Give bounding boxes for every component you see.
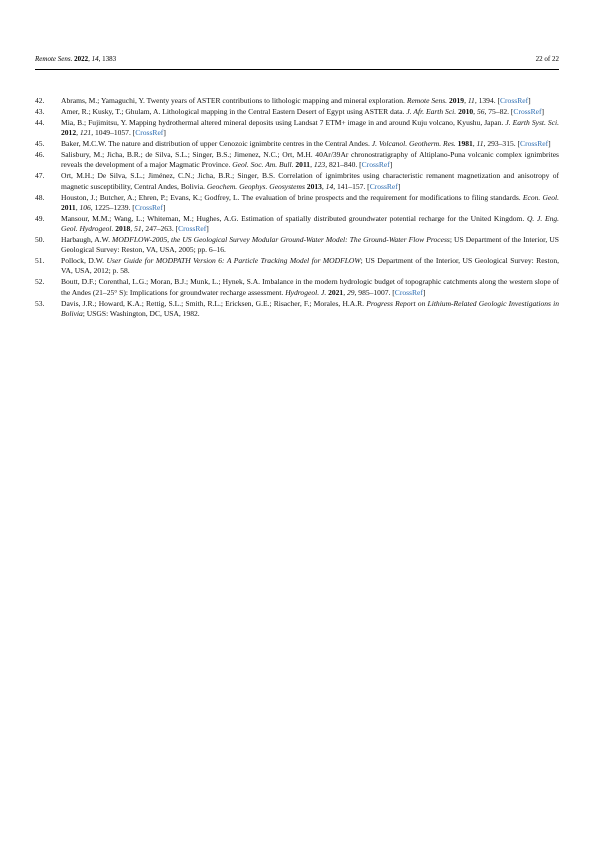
reference-fragment: Salisbury, M.; Jicha, B.R.; de Silva, S.L.; Singer, B.S.; Jimenez, N.C.; Ort, M.H. 40Ar/39Ar chronostratigraphy of Altiplano-Puna volcanic complex ignimbrites reveals the development of a major Magmatic Province. (61, 150, 559, 170)
reference-number: 53. (35, 298, 45, 308)
reference-item (35, 96, 559, 106)
reference-fragment: , 1394. [ (474, 96, 500, 105)
reference-year: 1981 (457, 139, 473, 149)
reference-italic: MODFLOW-2005, the US Geological Survey Modular Ground-Water Model: The Ground-Water Flow Process (112, 235, 450, 245)
journal-citation: Remote Sens. 2022, 14, 1383 (35, 55, 117, 63)
journal-volume: 14 (91, 55, 99, 63)
reference-number: 46. (35, 150, 45, 160)
reference-fragment: Ort, M.H.; De Silva, S.L.; Jiménez, C.N.; Jicha, B.R.; Singer, B.S. Correlation of ignimbrites using characteristic remanent magnetization and anisotropy of magnetic susceptibility, Central Andes, Bolivia. (61, 171, 559, 191)
journal-name: Remote Sens. (35, 55, 73, 63)
reference-italic: 29 (346, 287, 355, 297)
reference-fragment: ] (541, 107, 545, 116)
reference-fragment: ] (206, 224, 209, 234)
reference-fragment: ; US Department of the Interior, US Geological Survey: Reston, VA, USA, 2012; p. 58. (61, 256, 560, 276)
crossref-link[interactable]: CrossRef (134, 202, 163, 212)
reference-italic: 56 (476, 107, 485, 116)
reference-item (35, 118, 559, 138)
reference-fragment: , (76, 128, 80, 138)
reference-item (35, 235, 559, 255)
reference-fragment: , 247–263. [ (141, 224, 179, 234)
reference-italic: Geol. Soc. Am. Bull. (232, 160, 294, 170)
reference-number: 47. (35, 171, 45, 181)
reference-italic: J. Afr. Earth Sci. (406, 107, 457, 116)
reference-number: 51. (35, 256, 45, 266)
reference-year: 2011 (295, 160, 311, 170)
reference-list (35, 96, 559, 320)
journal-article: , 1383 (98, 55, 117, 63)
reference-item (35, 171, 559, 191)
reference-fragment: Pollock, D.W. (61, 256, 107, 266)
reference-italic: 123 (313, 160, 326, 170)
reference-number: 42. (35, 96, 45, 105)
reference-italic: J. Earth Syst. Sci. (505, 118, 559, 127)
reference-fragment: , (75, 202, 80, 212)
reference-item (35, 214, 559, 234)
reference-italic: Econ. Geol. (522, 192, 560, 202)
reference-text (61, 96, 559, 106)
crossref-link[interactable]: CrossRef (500, 96, 529, 105)
reference-fragment: , 75–82. [ (484, 107, 514, 116)
reference-fragment: , 821–840. [ (325, 160, 362, 170)
reference-number: 49. (35, 213, 45, 223)
reference-text (61, 171, 559, 191)
reference-text (61, 214, 559, 234)
reference-item (35, 277, 559, 297)
reference-fragment: ] (389, 160, 393, 170)
reference-italic: Q. J. Eng. Geol. Hydrogeol. (61, 213, 559, 234)
reference-fragment: ] (163, 128, 166, 138)
reference-fragment: , (464, 96, 468, 105)
reference-year: 2012 (61, 128, 77, 138)
reference-item (35, 107, 559, 117)
reference-fragment: , 1225–1239. [ (90, 202, 135, 212)
reference-italic: Progress Report on Lithium-Related Geologic Investigations in Bolivia (61, 298, 559, 318)
reference-fragment: Amer, R.; Kusky, T.; Ghulam, A. Lithological mapping in the Central Eastern Desert of Egypt using ASTER data. (61, 107, 407, 116)
reference-text (61, 299, 559, 319)
reference-year: 2013 (306, 181, 322, 191)
crossref-link[interactable]: CrossRef (520, 139, 549, 149)
reference-number: 45. (35, 139, 45, 149)
reference-fragment: Harbaugh, A.W. (61, 235, 113, 245)
reference-fragment: , 141–157. [ (333, 181, 370, 191)
reference-fragment: ] (548, 139, 551, 149)
reference-number: 43. (35, 107, 45, 116)
crossref-link[interactable]: CrossRef (178, 224, 207, 234)
reference-fragment: , 985–1007. [ (354, 287, 395, 297)
reference-text (61, 118, 559, 138)
reference-fragment: Boutt, D.F.; Corenthal, L.G.; Moran, B.J.; Munk, L.; Hynek, S.A. Imbalance in the modern hydrologic budget of topographic catchments along the western slope of the Andes (21–25° S): Implications for groundwater recharge assessment. (61, 277, 559, 297)
reference-year: 2011 (61, 202, 76, 212)
reference-fragment: Davis, J.R.; Howard, K.A.; Rettig, S.L.; Smith, R.L.; Ericksen, G.E.; Risacher, F.; Morales, H.A.R. (61, 298, 367, 308)
reference-fragment: ] (528, 96, 531, 105)
reference-year: 2010 (458, 107, 474, 116)
reference-italic: Remote Sens. (406, 96, 448, 105)
reference-fragment: ; USGS: Washington, DC, USA, 1982. (82, 308, 200, 318)
reference-text (61, 193, 559, 213)
reference-fragment: , (343, 287, 347, 297)
reference-italic: User Guide for MODPATH Version 6: A Particle Tracking Model for MODFLOW (106, 256, 361, 266)
reference-fragment: Houston, J.; Butcher, A.; Ehren, P.; Evans, K.; Godfrey, L. The evaluation of brine prospects and the requirement for modifications to filing standards. (61, 192, 523, 202)
reference-fragment: , (130, 224, 135, 234)
reference-fragment: ; US Department of the Interior, US Geological Survey: Reston, VA, USA, 2005; pp. 6–16. (61, 235, 559, 255)
reference-item (35, 150, 559, 170)
reference-text (61, 256, 559, 276)
page-number: 22 of 22 (535, 55, 559, 63)
journal-year: 2022 (74, 55, 89, 63)
reference-fragment: ] (422, 287, 426, 297)
reference-item (35, 299, 559, 319)
reference-number: 44. (35, 118, 45, 127)
reference-fragment: , (321, 181, 326, 191)
reference-italic: Geochem. Geophys. Geosystems (206, 181, 305, 191)
reference-number: 52. (35, 277, 45, 287)
reference-number: 48. (35, 192, 45, 202)
reference-italic: 51 (134, 224, 142, 234)
reference-number: 50. (35, 235, 45, 245)
reference-text (61, 107, 559, 117)
reference-fragment: , (473, 107, 477, 116)
crossref-link[interactable]: CrossRef (361, 160, 390, 170)
reference-fragment: Abrams, M.; Yamaguchi, Y. Twenty years of ASTER contributions to lithologic mapping and mineral exploration. (61, 96, 407, 105)
reference-fragment: , 293–315. [ (483, 139, 521, 149)
reference-year: 2019 (448, 96, 465, 105)
crossref-link[interactable]: CrossRef (369, 181, 398, 191)
reference-text (61, 139, 559, 149)
running-header (35, 55, 559, 70)
reference-fragment: ] (397, 181, 401, 191)
reference-italic: Hydrogeol. J. (285, 287, 327, 297)
reference-fragment: Baker, M.C.W. The nature and distribution of upper Cenozoic ignimbrite centres in the Central Andes. (61, 139, 372, 149)
reference-item (35, 256, 559, 276)
reference-fragment: Mia, B.; Fujimitsu, Y. Mapping hydrothermal altered mineral deposits using Landsat 7 ETM+ image in and around Kuju volcano, Kyushu, Japan. (61, 118, 506, 127)
reference-item (35, 193, 559, 213)
reference-italic: 121 (79, 128, 92, 138)
reference-fragment: , 1049–1057. [ (91, 128, 136, 138)
reference-item (35, 139, 559, 149)
crossref-link[interactable]: CrossRef (513, 107, 542, 116)
reference-italic: 14 (325, 181, 334, 191)
reference-year: 2021 (328, 287, 344, 297)
reference-fragment: , (472, 139, 477, 149)
reference-fragment: ] (162, 202, 166, 212)
crossref-link[interactable]: CrossRef (394, 287, 423, 297)
reference-italic: 11 (467, 96, 475, 105)
reference-year: 2018 (115, 224, 131, 234)
reference-fragment: Mansour, M.M.; Wang, L.; Whiteman, M.; Hughes, A.G. Estimation of spatially distributed groundwater potential recharge for the United Kingdom. (61, 213, 527, 223)
reference-text (61, 235, 559, 255)
reference-italic: 11 (476, 139, 484, 149)
reference-italic: J. Volcanol. Geotherm. Res. (371, 139, 456, 149)
reference-text (61, 150, 559, 170)
reference-text (61, 277, 559, 297)
reference-italic: 106 (79, 202, 91, 212)
reference-fragment: , (310, 160, 314, 170)
crossref-link[interactable]: CrossRef (135, 128, 164, 138)
